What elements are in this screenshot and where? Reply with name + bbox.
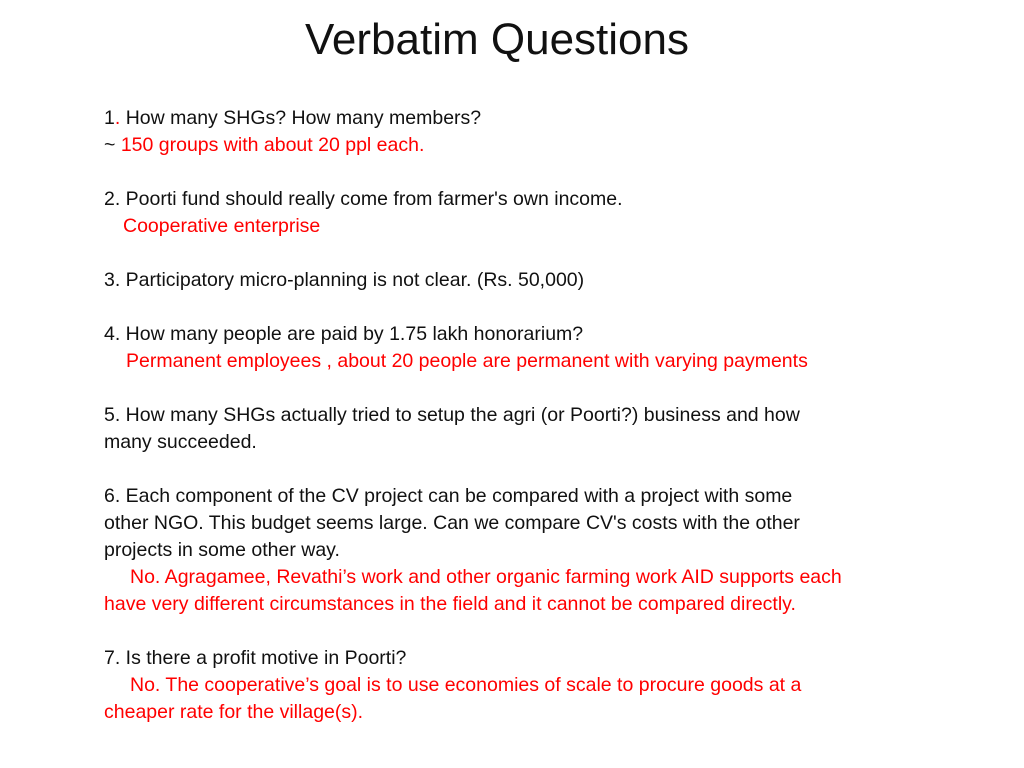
answer-6-line-1: No. Agragamee, Revathi’s work and other organic farming work AID supports each — [130, 566, 842, 588]
spacer — [104, 456, 974, 483]
answer-7-line-2: cheaper rate for the village(s). — [104, 701, 364, 723]
question-6-line-1: 6. Each component of the CV project can be compared with a project with some — [104, 485, 793, 507]
spacer — [104, 240, 974, 267]
slide-title: Verbatim Questions — [305, 15, 689, 64]
spacer — [104, 159, 974, 186]
question-3: 3. Participatory micro-planning is not clear. (Rs. 50,000) — [104, 269, 585, 291]
question-5-line-2: many succeeded. — [104, 431, 257, 453]
question-1-dot: . — [114, 107, 121, 129]
spacer — [104, 618, 974, 645]
question-1-text: How many SHGs? How many members? — [120, 107, 482, 129]
spacer — [104, 294, 974, 321]
answer-2: Cooperative enterprise — [123, 215, 321, 237]
answer-4: Permanent employees , about 20 people are permanent with varying payments — [126, 350, 808, 372]
answer-1-text: 150 groups with about 20 ppl each. — [120, 134, 425, 156]
spacer — [104, 375, 974, 402]
question-4: 4. How many people are paid by 1.75 lakh honorarium? — [104, 323, 584, 345]
question-list — [104, 105, 974, 726]
question-6-line-2: other NGO. This budget seems large. Can we compare CV's costs with the other — [104, 512, 800, 534]
answer-1-prefix: ~ — [104, 134, 121, 156]
answer-1 — [104, 132, 974, 159]
question-6-line-3: projects in some other way. — [104, 539, 340, 561]
question-1 — [104, 105, 974, 132]
answer-6-line-2: have very different circumstances in the field and it cannot be compared directly. — [104, 593, 796, 615]
question-1-number: 1 — [104, 107, 115, 129]
question-5-line-1: 5. How many SHGs actually tried to setup the agri (or Poorti?) business and how — [104, 404, 800, 426]
question-2: 2. Poorti fund should really come from farmer's own income. — [104, 188, 623, 210]
answer-7-line-1: No. The cooperative’s goal is to use economies of scale to procure goods at a — [130, 674, 802, 696]
question-7: 7. Is there a profit motive in Poorti? — [104, 647, 407, 669]
